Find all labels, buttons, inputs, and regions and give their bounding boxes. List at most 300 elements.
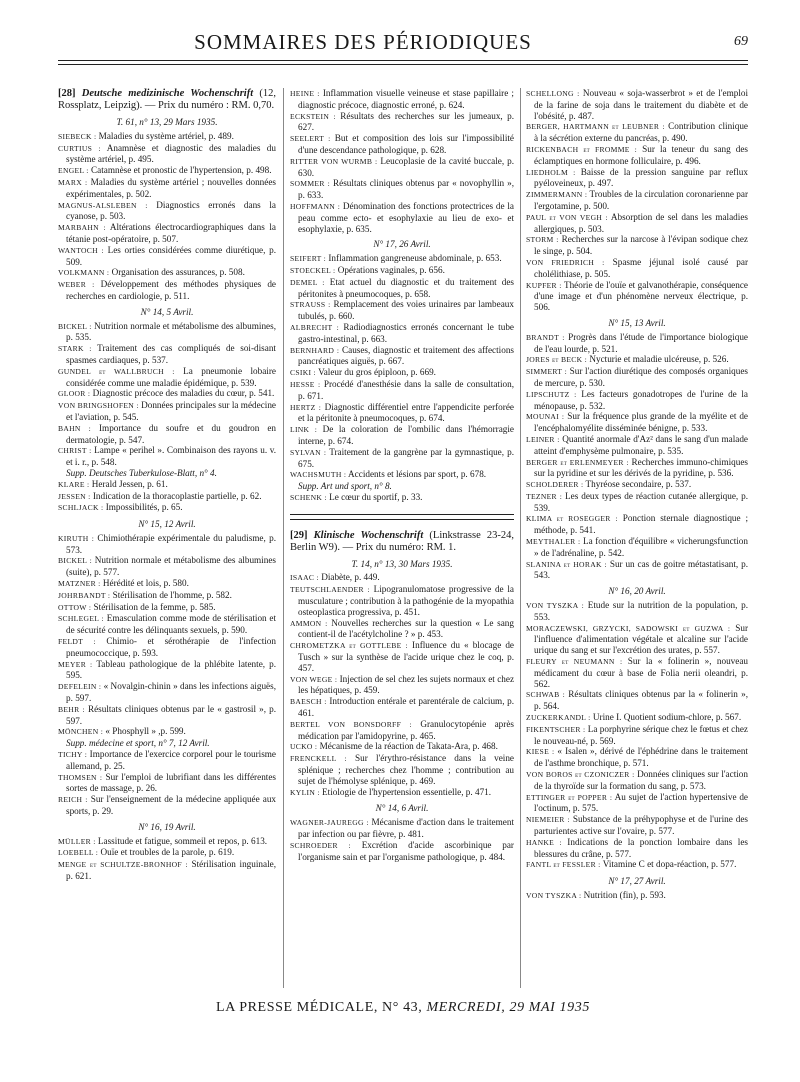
column-divider	[520, 88, 521, 988]
summary-entry	[290, 572, 514, 584]
summary-entry	[58, 491, 276, 503]
summary-entry	[290, 253, 514, 265]
entry-text: Vitamine C et dopa-réaction, p. 577.	[602, 859, 737, 870]
entry-text: La fonction d'équilibre « vicherungsfunction » de l'adrénaline, p. 542.	[534, 536, 748, 558]
entry-text: Maladies du système artériel ; nouvelles données expérimentales, p. 502.	[66, 176, 276, 199]
author-name: KUPFER :	[526, 280, 562, 290]
entry-text: Sur la teneur du sang des éclamptiques en hormone folliculaire, p. 496.	[534, 143, 749, 166]
author-name: STRAUSS :	[290, 300, 331, 310]
author-name: KLIMA et ROSEGGER :	[526, 514, 618, 524]
entry-text: Absorption de sel dans les maladies allergiques, p. 503.	[534, 211, 748, 234]
summary-entry	[526, 712, 748, 724]
issue-heading: N° 14, 6 Avril.	[375, 803, 429, 814]
entry-text: Traitement de la gangrène par la gymnastique, p. 675.	[298, 446, 515, 469]
summary-entry	[58, 222, 276, 245]
summary-entry	[58, 555, 276, 578]
entry-text: Hérédité et lois, p. 580.	[102, 578, 189, 589]
author-name: HERTZ :	[290, 402, 322, 412]
summary-entry	[58, 366, 276, 389]
summary-entry	[58, 681, 276, 704]
entry-text: Etude sur la nutrition de la population, p. 553.	[534, 600, 748, 622]
entry-text: Chimiothérapie expérimentale du paludisme, p. 573.	[66, 532, 276, 555]
summary-entry	[58, 602, 276, 614]
summary-entry	[526, 600, 748, 623]
summary-entry	[526, 280, 748, 313]
summary-entry	[58, 321, 276, 344]
author-name: WEBER :	[58, 280, 95, 290]
summary-entry	[526, 257, 748, 280]
summary-entry	[58, 131, 276, 143]
summary-entry	[526, 121, 748, 144]
entry-text: Troubles de la circulation coronarienne par l'ergotamine, p. 500.	[534, 189, 749, 211]
author-name: SEIFERT :	[290, 254, 327, 264]
footer-journal: LA PRESSE MÉDICALE, N° 43,	[216, 1000, 423, 1015]
entry-text: Diagnostic précoce des maladies du cœur, p. 541.	[92, 388, 275, 399]
supplement-heading: Supp. Art und sport, n° 8.	[298, 481, 392, 492]
author-name: OTTOW :	[58, 602, 92, 612]
issue-heading: N° 16, 19 Avril.	[138, 821, 196, 832]
author-name: ETTINGER et POPPER :	[526, 792, 613, 802]
author-name: BERGER et ERLENMEYER :	[526, 457, 629, 467]
author-name: SCHWAB :	[526, 690, 566, 700]
author-name: KIESE :	[526, 747, 555, 757]
summary-entry	[526, 354, 748, 366]
summary-entry	[58, 836, 276, 848]
page-footer	[58, 1000, 748, 1016]
summary-entry	[290, 787, 514, 799]
summary-entry	[58, 859, 276, 882]
author-name: MORACZEWSKI, GRZYCKI, SADOWSKI et GUZWA :	[526, 623, 731, 633]
summary-entry	[526, 457, 748, 480]
author-name: SCHLEGEL :	[58, 614, 104, 624]
summary-entry	[290, 492, 514, 504]
author-name: MAGNUS-ALSLEBEN :	[58, 200, 148, 210]
author-name: CSIKI :	[290, 368, 316, 378]
entry-text: « Phosphyll » ,p. 599.	[105, 726, 186, 737]
journal-heading	[58, 88, 276, 112]
author-name: LIPSCHUTZ :	[526, 389, 577, 399]
summary-entry	[290, 674, 514, 697]
entry-text: Importance de l'exercice corporel pour le tourisme allemand, p. 25.	[66, 749, 276, 771]
author-name: BERTEL VON BONSDORFF :	[290, 719, 412, 729]
summary-entry	[526, 212, 748, 235]
entry-text: Inflammation gangreneuse abdominale, p. 653.	[328, 253, 502, 264]
entry-text: Nycturie et maladie ulcéreuse, p. 526.	[589, 354, 729, 365]
header-rule-double	[58, 64, 748, 65]
entry-text: « Isalen », dérivé de l'éphédrine dans le traitement de l'asthme bronchique, p. 571.	[534, 746, 748, 769]
summary-entry	[58, 200, 276, 223]
author-name: MEYER :	[58, 659, 93, 669]
entry-text: Impossibilités, p. 65.	[105, 502, 183, 513]
summary-entry	[290, 133, 514, 156]
author-name: FELDT :	[58, 637, 96, 647]
summary-entry	[526, 792, 748, 815]
author-name: FLEURY et NEUMANN :	[526, 657, 623, 667]
summary-entry	[290, 424, 514, 447]
author-name: CHRIST :	[58, 446, 92, 456]
author-name: REICH :	[58, 795, 88, 805]
journal-separator-double	[290, 519, 514, 520]
entry-text: Dénomination des fonctions protectrices de la peau comme ecto- et esophylaxie au lieu de exo- et esophylaxie, p. 635.	[298, 200, 514, 234]
header-rule	[58, 60, 748, 61]
entry-text: La pneumonie lobaire considérée comme une maladie épidémique, p. 539.	[66, 365, 276, 388]
entry-text: Quantité anormale d'Az² dans le sang d'un malade atteint d'emphysème pulmonaire, p. 535.	[534, 433, 749, 456]
author-name: SYLVAN :	[290, 447, 327, 457]
supplement-heading: Supp. médecine et sport, n° 7, 12 Avril.	[66, 738, 210, 749]
entry-text: Données cliniques sur l'action de la thyroïde sur la formation du sang, p. 573.	[534, 769, 748, 791]
entry-text: Lipogranulomatose progressive de la musculature ; contribution à la pathogénie de la myopathia osteoplastica progressiva, p. 451.	[298, 584, 514, 617]
entry-text: La porphyrine sérique chez le fœtus et chez le nouveau-né, p. 569.	[534, 723, 748, 746]
summary-entry	[290, 719, 514, 742]
author-name: ISAAC :	[290, 573, 319, 583]
entry-text: Indications de la ponction lombaire dans les blessures du crâne, p. 577.	[534, 836, 748, 859]
entry-text: Lampe « perihel ». Combinaison des rayons u. v. et i. r., p. 548.	[66, 445, 276, 468]
entry-text: Catamnèse et pronostic de l'hypertension, p. 498.	[91, 165, 272, 176]
entry-text: Au sujet de l'action hypertensive de l'octinum, p. 575.	[534, 791, 749, 814]
author-name: MATZNER :	[58, 579, 101, 589]
issue-heading: N° 14, 5 Avril.	[140, 306, 194, 317]
summary-entry	[290, 753, 514, 786]
summary-entry	[58, 613, 276, 636]
summary-entry	[290, 817, 514, 840]
journal-title: Deutsche medizinische Wochenschrift	[81, 88, 254, 99]
page-title: SOMMAIRES DES PÉRIODIQUES	[194, 30, 532, 54]
summary-entry	[58, 165, 276, 177]
summary-entry	[290, 277, 514, 300]
author-name: LOEBELL :	[58, 848, 99, 858]
summary-entry	[526, 814, 748, 837]
author-name: SLANINA et HORAK :	[526, 559, 607, 569]
entry-text: Causes, diagnostic et traitement des affections pancréatiques aiguës, p. 667.	[298, 344, 514, 367]
summary-entry	[290, 299, 514, 322]
issue-heading: N° 15, 12 Avril.	[138, 519, 196, 530]
author-name: HOFFMANN :	[290, 201, 341, 211]
author-name: FRENCKELL :	[290, 754, 347, 764]
author-name: JESSEN :	[58, 491, 91, 501]
author-name: ZIMMERMANN :	[526, 190, 588, 200]
issue-heading: T. 14, n° 13, 30 Mars 1935.	[351, 558, 453, 569]
summary-entry	[58, 423, 276, 446]
entry-text: Résultats cliniques obtenus par « novophyllin », p. 633.	[298, 178, 515, 201]
author-name: LINK :	[290, 425, 318, 435]
summary-entry	[526, 837, 748, 860]
author-name: MEYTHALER :	[526, 537, 581, 547]
entry-text: Théorie de l'ouïe et galvanothérapie, conséquence d'une image et d'un phénomène nerveux électrique, p. 506.	[534, 279, 748, 313]
entry-text: Lassitude et fatigue, sommeil et repos, p. 613.	[97, 835, 268, 846]
entry-text: Etat actuel du diagnostic et du traitement des péritonites à pneumocoques, p. 658.	[298, 276, 514, 299]
entry-text: Importance du soufre et du goudron en dermatologie, p. 547.	[66, 422, 276, 445]
author-name: VON TYSZKA :	[526, 890, 582, 900]
author-name: PAUL et VON VEGH :	[526, 212, 608, 222]
author-name: JORES et BECK :	[526, 355, 588, 365]
author-name: VON BRINGSHOFEN :	[58, 401, 139, 411]
footer-date: MERCREDI, 29 MAI 1935	[426, 1000, 590, 1015]
entry-text: De la coloration de l'ombilic dans l'hémorragie interne, p. 674.	[298, 424, 515, 446]
entry-text: Spasme jéjunal isolé causé par cholélithiase, p. 505.	[534, 256, 748, 279]
column-3	[526, 88, 748, 902]
summary-entry	[526, 859, 748, 871]
summary-entry	[58, 749, 276, 772]
summary-entry	[526, 746, 748, 769]
author-name: ZUCKERKANDL :	[526, 713, 591, 723]
author-name: DEMEL :	[290, 277, 325, 287]
entry-text: Urine I. Quotient sodium-chlore, p. 567.	[592, 712, 742, 723]
summary-entry	[290, 345, 514, 368]
author-name: CHROMETZKA et GOTTLEBE :	[290, 641, 408, 651]
summary-entry	[526, 769, 748, 792]
entry-text: Sur l'emploi de lubrifiant dans les différentes sortes de massage, p. 26.	[66, 771, 276, 794]
entry-text: Remplacement des voies urinaires par lambeaux tubulés, p. 660.	[298, 299, 514, 322]
author-name: LIEDHOLM :	[526, 167, 576, 177]
summary-entry	[58, 590, 276, 602]
author-name: HEINE :	[290, 89, 320, 98]
author-name: BERGER, HARTMANN et LEUBNER :	[526, 122, 665, 132]
summary-entry	[58, 143, 276, 166]
summary-entry	[526, 890, 748, 902]
summary-entry	[58, 279, 276, 302]
entry-text: Stérilisation de l'homme, p. 582.	[112, 589, 232, 600]
journal-number: [29]	[290, 529, 308, 541]
summary-entry	[290, 840, 514, 863]
author-name: VON TYSZKA :	[526, 601, 585, 611]
summary-entry	[526, 88, 748, 121]
entry-text: Sur l'enseignement de la médecine appliquée aux sports, p. 29.	[66, 794, 277, 817]
entry-text: Substance de la préhypophyse et de l'urine des parturientes active sur l'ovaire, p. 577.	[534, 814, 748, 836]
entry-text: Granulocytopénie après médication par l'amidopyrine, p. 465.	[298, 718, 514, 741]
author-name: MÖNCHEN :	[58, 727, 104, 737]
entry-text: Sur la fréquence plus grande de la myélite et de l'encéphalomyélite disséminée bénigne, p. 533.	[534, 411, 749, 434]
summary-entry	[526, 536, 748, 559]
author-name: HANKE :	[526, 837, 562, 847]
author-name: BAHN :	[58, 423, 92, 433]
journal-separator	[290, 514, 514, 515]
entry-text: Introduction entérale et parentérale de calcium, p. 461.	[298, 696, 515, 719]
entry-text: Mécanisme de la réaction de Takata-Ara, p. 468.	[319, 741, 498, 752]
entry-text: Etiologie de l'hypertension essentielle, p. 471.	[322, 786, 492, 797]
entry-text: Emasculation comme mode de stérilisation et de sécurité contre les délinquants sexuels, p. 590.	[66, 613, 276, 636]
entry-text: Inflammation visuelle veineuse et stase papillaire ; diagnostic précoce, diagnostic erroné, p. 624.	[298, 88, 514, 110]
author-name: SIEBECK :	[58, 131, 97, 141]
author-name: SIMMERT :	[526, 367, 568, 377]
author-name: VON WEGE :	[290, 674, 338, 684]
summary-entry	[290, 367, 514, 379]
author-name: ECKSTEIN :	[290, 111, 336, 121]
entry-text: Les orties considérées comme diurétique, p. 509.	[66, 244, 277, 267]
summary-entry	[526, 234, 748, 257]
entry-text: Recherches immuno-chimiques sur la pyridine et sur les dérivés de la pyridine, p. 536.	[534, 456, 749, 479]
summary-entry	[58, 772, 276, 795]
author-name: SEELERT :	[290, 134, 331, 144]
author-name: GUNDEL et WALLBRUCH :	[58, 366, 175, 376]
entry-text: Organisation des assurances, p. 508.	[111, 267, 245, 278]
summary-entry	[526, 513, 748, 536]
author-name: ALBRECHT :	[290, 322, 340, 332]
summary-entry	[58, 794, 276, 817]
author-name: SCHENK :	[290, 492, 327, 502]
author-name: GLOOR :	[58, 389, 91, 399]
entry-text: Baisse de la pression sanguine par reflux pyéloveineux, p. 497.	[534, 166, 748, 189]
summary-entry	[290, 447, 514, 470]
summary-entry	[58, 400, 276, 423]
entry-text: Opérations vaginales, p. 656.	[337, 264, 445, 275]
summary-entry	[290, 402, 514, 425]
supplement-heading: Supp. Deutsches Tuberkulose-Blatt, n° 4.	[66, 467, 217, 478]
author-name: MOUNAI :	[526, 412, 565, 422]
entry-text: Ponction sternale diagnostique ; méthode, p. 541.	[534, 513, 749, 536]
author-name: BERNHARD :	[290, 345, 340, 355]
summary-entry	[58, 704, 276, 727]
entry-text: Excrétion d'acide ascorbinique par l'organisme sain et par l'organisme pathologique, p. 484.	[298, 839, 514, 862]
entry-text: Nutrition (fin), p. 593.	[583, 889, 666, 900]
summary-entry	[58, 847, 276, 859]
column-2	[290, 88, 514, 862]
author-name: THOMSEN :	[58, 772, 103, 782]
entry-text: Chimio- et sérothérapie de l'infection pneumococcique, p. 593.	[66, 636, 276, 658]
entry-text: Nutrition normale et métabolisme des albumines, p. 535.	[66, 320, 276, 343]
summary-entry	[290, 618, 514, 641]
entry-text: « Novalgin-chinin » dans les infections aiguës, p. 597.	[66, 681, 276, 704]
summary-entry	[58, 388, 276, 400]
author-name: UCKO :	[290, 742, 318, 752]
summary-entry	[526, 167, 748, 190]
summary-entry	[58, 445, 276, 468]
summary-entry	[290, 696, 514, 719]
summary-entry	[290, 88, 514, 111]
entry-text: Mécanisme d'action dans le traitement par infection ou par fièvre, p. 481.	[298, 817, 515, 840]
author-name: AMMON :	[290, 618, 328, 628]
summary-entry	[58, 659, 276, 682]
entry-text: Sur l'action diurétique des composés organiques de mercure, p. 530.	[534, 366, 749, 388]
author-name: VOLKMANN :	[58, 268, 110, 278]
author-name: MÜLLER :	[58, 836, 96, 846]
author-name: KIRUTH :	[58, 533, 95, 543]
author-name: BICKEL :	[58, 321, 92, 331]
entry-text: Progrès dans l'étude de l'importance biologique de l'eau lourde, p. 521.	[534, 331, 748, 354]
author-name: VON BOROS et CZONICZER :	[526, 770, 635, 780]
entry-text: Diabète, p. 449.	[321, 572, 380, 583]
entry-text: Radiodiagnostics erronés concernant le tube gastro-intestinal, p. 663.	[298, 321, 515, 344]
author-name: KYLIN :	[290, 787, 320, 797]
summary-entry	[526, 689, 748, 712]
author-name: KLARE :	[58, 479, 90, 489]
author-name: SOMMER :	[290, 179, 331, 189]
author-name: STORM :	[526, 235, 559, 245]
summary-entry	[58, 343, 276, 366]
entry-text: Recherches sur la narcose à l'évipan sodique chez le singe, p. 504.	[534, 234, 748, 257]
summary-entry	[526, 491, 748, 514]
summary-entry	[58, 177, 276, 200]
entry-text: Diagnostics erronés dans la cyanose, p. 503.	[66, 199, 276, 222]
entry-text: Stérilisation de la femme, p. 585.	[93, 601, 216, 612]
issue-heading: N° 17, 27 Avril.	[608, 876, 666, 887]
author-name: MARX :	[58, 177, 88, 187]
entry-text: Diagnostic différentiel entre l'appendicite perforée et la péritonite à pneumocoques, p. 674.	[298, 401, 514, 424]
author-name: SCHROEDER :	[290, 840, 351, 850]
entry-text: Nouvelles recherches sur la question « Le sang contient-il de l'acétylcholine ? » p. 453.	[298, 617, 514, 640]
summary-entry	[526, 434, 748, 457]
summary-entry	[290, 741, 514, 753]
entry-text: Injection de sel chez les sujets normaux et chez les hépatiques, p. 459.	[298, 673, 515, 696]
author-name: WACHSMUTH :	[290, 470, 347, 480]
summary-entry	[290, 265, 514, 277]
entry-text: Maladies du système artériel, p. 489.	[98, 130, 234, 141]
author-name: STOECKEL :	[290, 265, 336, 275]
summary-entry	[526, 411, 748, 434]
author-name: WAGNER-JAUREGG :	[290, 818, 369, 828]
author-name: SCHLJACK :	[58, 503, 104, 513]
entry-text: Indication de la thoracoplastie partielle, p. 62.	[92, 490, 262, 501]
entry-text: Altérations électrocardiographiques dans la tétanie post-opératoire, p. 507.	[66, 222, 277, 244]
summary-entry	[58, 578, 276, 590]
entry-text: Procédé d'anesthésie dans la salle de consultation, p. 671.	[298, 378, 514, 401]
issue-heading: N° 17, 26 Avril.	[373, 239, 431, 250]
summary-entry	[290, 469, 514, 481]
column-1	[58, 88, 276, 882]
entry-text: Nouveau « soja-wasserbrot » et de l'emploi de la farine de soja dans le traitement du diabète et de l'obésité, p. 487.	[534, 88, 749, 121]
entry-text: Ouïe et troubles de la parole, p. 619.	[100, 847, 235, 858]
author-name: WANTOCH :	[58, 245, 104, 255]
entry-text: Tableau pathologique de la phlébite latente, p. 595.	[66, 658, 277, 681]
entry-text: Résultats cliniques obtenus par la « folinerin », p. 564.	[534, 689, 748, 712]
author-name: TEZNER :	[526, 491, 563, 501]
entry-text: Sur un cas de goitre métastatisant, p. 543.	[534, 558, 748, 581]
journal-details: (Linkstrasse 23-24, Berlin W9). — Prix du numéro: RM. 1.	[290, 529, 515, 553]
summary-entry	[526, 623, 748, 656]
journal-title: Klinische Wochenschrift	[313, 529, 424, 541]
summary-entry	[58, 533, 276, 556]
summary-entry	[58, 267, 276, 279]
author-name: RICKENBACH et FROMME :	[526, 144, 638, 154]
summary-entry	[526, 656, 748, 689]
author-name: BICKEL :	[58, 556, 93, 566]
summary-entry	[526, 389, 748, 412]
author-name: FANTL et FESSLER :	[526, 860, 601, 870]
summary-entry	[526, 366, 748, 389]
author-name: BEHR :	[58, 704, 85, 714]
summary-entry	[526, 332, 748, 355]
author-name: ENGEL :	[58, 166, 89, 176]
author-name: RITTER VON WURMB :	[290, 156, 378, 166]
summary-entry	[58, 636, 276, 659]
author-name: LEINER :	[526, 434, 560, 444]
summary-entry	[526, 724, 748, 747]
summary-entry	[58, 726, 276, 738]
entry-text: Sur la « folinerin », nouveau médicament du cœur à base de Folia nerii oleandri, p. 562.	[534, 656, 749, 689]
author-name: FIKENTSCHER :	[526, 724, 586, 734]
issue-heading: N° 16, 20 Avril.	[608, 586, 666, 597]
journal-details: (12, Rossplatz, Leipzig). — Prix du numéro : RM. 0,70.	[58, 88, 276, 111]
summary-entry	[526, 479, 748, 491]
summary-entry	[58, 245, 276, 268]
summary-entry	[290, 111, 514, 134]
author-name: NIEMEIER :	[526, 815, 570, 825]
entry-text: Herald Jessen, p. 61.	[91, 478, 168, 489]
entry-text: Stérilisation inguinale, p. 621.	[66, 859, 276, 881]
journal-heading	[290, 530, 514, 554]
issue-heading: N° 15, 13 Avril.	[608, 317, 666, 328]
summary-entry	[290, 379, 514, 402]
entry-text: But et composition des lois sur l'impossibilité d'une descendance pathologique, p. 628.	[298, 133, 514, 155]
entry-text: Traitement des cas compliqués de soi-disant spasmes cardiaques, p. 537.	[66, 343, 276, 365]
entry-text: Les facteurs gonadotropes de l'urine de la ménopause, p. 532.	[534, 388, 749, 411]
entry-text: Nutrition normale et métabolisme des albumines (suite), p. 577.	[66, 555, 276, 578]
author-name: SCHOLDERER :	[526, 480, 584, 490]
author-name: VON FRIEDRICH :	[526, 257, 605, 267]
summary-entry	[526, 559, 748, 582]
summary-entry	[58, 479, 276, 491]
author-name: SCHELLONG :	[526, 89, 580, 98]
entry-text: Contribution clinique à la sécrétion externe du pancréas, p. 490.	[534, 121, 748, 144]
